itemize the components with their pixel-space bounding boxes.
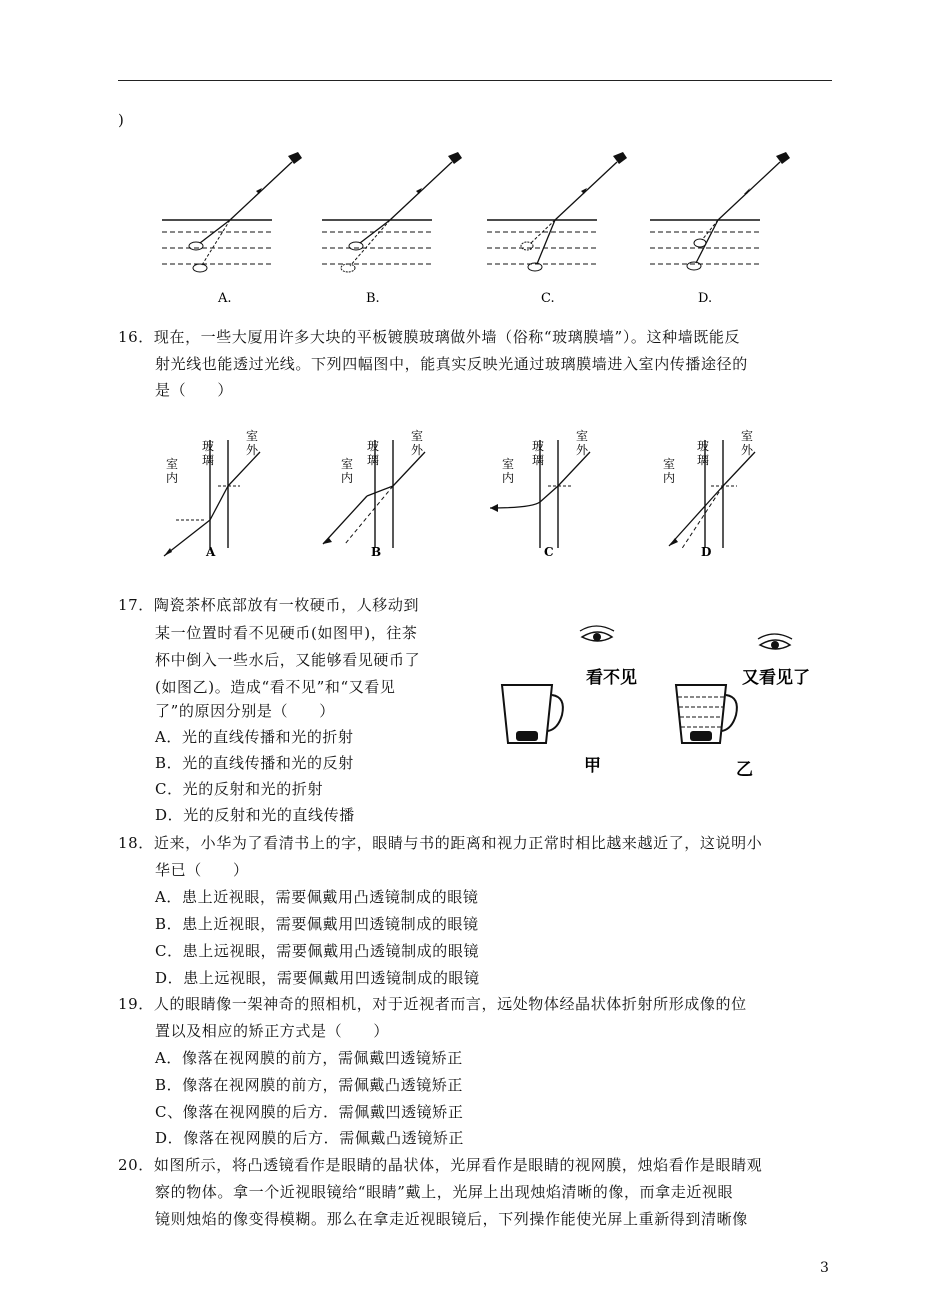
q15-figures: [150, 140, 810, 312]
q17-yi: 乙: [736, 760, 753, 780]
q16-figures: [150, 420, 810, 562]
q15-label-d: D.: [698, 291, 713, 306]
q18-line-1: 18．近来，小华为了看清书上的字，眼睛与书的距离和视力正常时相比越来越近了，这说明小: [118, 834, 763, 852]
svg-text:璃: 璃: [532, 453, 545, 467]
q17-see-again: 又看见了: [742, 668, 810, 688]
q20-line-2: 察的物体。拿一个近视眼镜给“眼睛”戴上，光屏上出现烛焰清晰的像，而拿走近视眼: [155, 1183, 734, 1201]
q17-cant-see: 看不见: [586, 668, 637, 688]
q20-line-1: 20．如图所示，将凸透镜看作是眼睛的晶状体，光屏看作是眼睛的视网膜，烛焰看作是眼睛观: [118, 1156, 763, 1174]
svg-text:内: 内: [663, 471, 676, 485]
q15-figure-a: [162, 152, 302, 306]
q17-option-d: D．光的反射和光的直线传播: [155, 806, 355, 824]
svg-text:室: 室: [411, 429, 424, 443]
svg-text:玻: 玻: [697, 439, 710, 453]
cup-yi: [676, 685, 737, 743]
q17-option-c: C．光的反射和光的折射: [155, 780, 324, 798]
q15-figure-c: [487, 152, 627, 306]
svg-text:内: 内: [502, 471, 515, 485]
q20-line-3: 镜则烛焰的像变得模糊。那么在拿走近视眼镜后，下列操作能使光屏上重新得到清晰像: [155, 1210, 748, 1228]
q16-figure-d: [663, 428, 755, 559]
q17-line-5: 了”的原因分别是（ ）: [155, 702, 335, 720]
svg-text:璃: 璃: [367, 453, 380, 467]
svg-text:室: 室: [741, 429, 754, 443]
svg-text:玻: 玻: [367, 439, 380, 453]
q16-line-2: 射光线也能透过光线。下列四幅图中，能真实反映光通过玻璃膜墙进入室内传播途径的: [155, 355, 748, 373]
eye-icon: [580, 626, 614, 641]
q16-figure-b: [323, 428, 425, 559]
q15-label-a: A.: [218, 291, 232, 306]
svg-text:玻: 玻: [532, 439, 545, 453]
q19-line-2: 置以及相应的矫正方式是（ ）: [155, 1022, 390, 1040]
q15-figure-d: [650, 152, 790, 306]
svg-text:室: 室: [576, 429, 589, 443]
eye-icon: [758, 634, 792, 649]
q16-label-a: A: [206, 545, 216, 559]
svg-text:外: 外: [741, 443, 754, 457]
svg-text:内: 内: [341, 471, 354, 485]
q18-option-d: D．患上远视眼，需要佩戴用凹透镜制成的眼镜: [155, 969, 480, 987]
q17-option-b: B．光的直线传播和光的反射: [155, 754, 354, 772]
q16-label-b: B: [371, 545, 382, 559]
q19-option-b: B．像落在视网膜的前方，需佩戴凸透镜矫正: [155, 1076, 464, 1094]
svg-text:外: 外: [576, 443, 589, 457]
svg-text:室: 室: [341, 457, 354, 471]
q18-option-c: C．患上远视眼，需要佩戴用凸透镜制成的眼镜: [155, 942, 480, 960]
svg-text:室: 室: [663, 457, 676, 471]
q17-line-2: 某一位置时看不见硬币(如图甲)，往茶: [155, 624, 418, 642]
page-number: 3: [820, 1260, 829, 1276]
q17-line-3: 杯中倒入一些水后，又能够看见硬币了: [155, 651, 421, 669]
q18-option-b: B．患上近视眼，需要佩戴用凹透镜制成的眼镜: [155, 915, 479, 933]
svg-text:璃: 璃: [202, 453, 215, 467]
q18-line-2: 华已（ ）: [155, 861, 249, 879]
svg-text:璃: 璃: [697, 453, 710, 467]
cup-jia: [502, 685, 563, 743]
q17-line-1: 17．陶瓷茶杯底部放有一枚硬币，人移动到: [118, 596, 420, 614]
q17-figure: [490, 625, 830, 785]
q16-figure-a: [164, 428, 260, 559]
q19-option-d: D．像落在视网膜的后方．需佩戴凸透镜矫正: [155, 1129, 465, 1147]
q15-label-c: C.: [541, 291, 555, 306]
leading-paren: ): [118, 111, 125, 129]
q15-figure-b: [322, 152, 462, 306]
q16-a-indoor1: 室: [166, 457, 179, 471]
svg-text:内: 内: [166, 471, 179, 485]
q16-label-d: D: [701, 545, 712, 559]
q18-option-a: A．患上近视眼，需要佩戴用凸透镜制成的眼镜: [155, 888, 479, 906]
svg-text:室: 室: [246, 429, 259, 443]
svg-text:外: 外: [246, 443, 259, 457]
svg-text:外: 外: [411, 443, 424, 457]
q17-option-a: A．光的直线传播和光的折射: [155, 728, 354, 746]
q15-label-b: B.: [366, 291, 380, 306]
q17-line-4: (如图乙)。造成“看不见”和“又看见: [155, 678, 396, 696]
q16-line-3: 是（ ）: [155, 381, 234, 399]
q16-figure-c: [490, 428, 590, 559]
q16-label-c: C: [544, 545, 554, 559]
q19-option-c: C、像落在视网膜的后方．需佩戴凹透镜矫正: [155, 1103, 464, 1121]
header-rule: [118, 80, 832, 81]
svg-text:玻: 玻: [202, 439, 215, 453]
q19-line-1: 19．人的眼睛像一架神奇的照相机，对于近视者而言，远处物体经晶状体折射所形成像的位: [118, 995, 747, 1013]
q19-option-a: A．像落在视网膜的前方，需佩戴凹透镜矫正: [155, 1049, 463, 1067]
svg-text:室: 室: [502, 457, 515, 471]
q16-line-1: 16．现在，一些大厦用许多大块的平板镀膜玻璃做外墙（俗称“玻璃膜墙”）。这种墙既能反: [118, 328, 741, 346]
q17-jia: 甲: [584, 756, 601, 776]
